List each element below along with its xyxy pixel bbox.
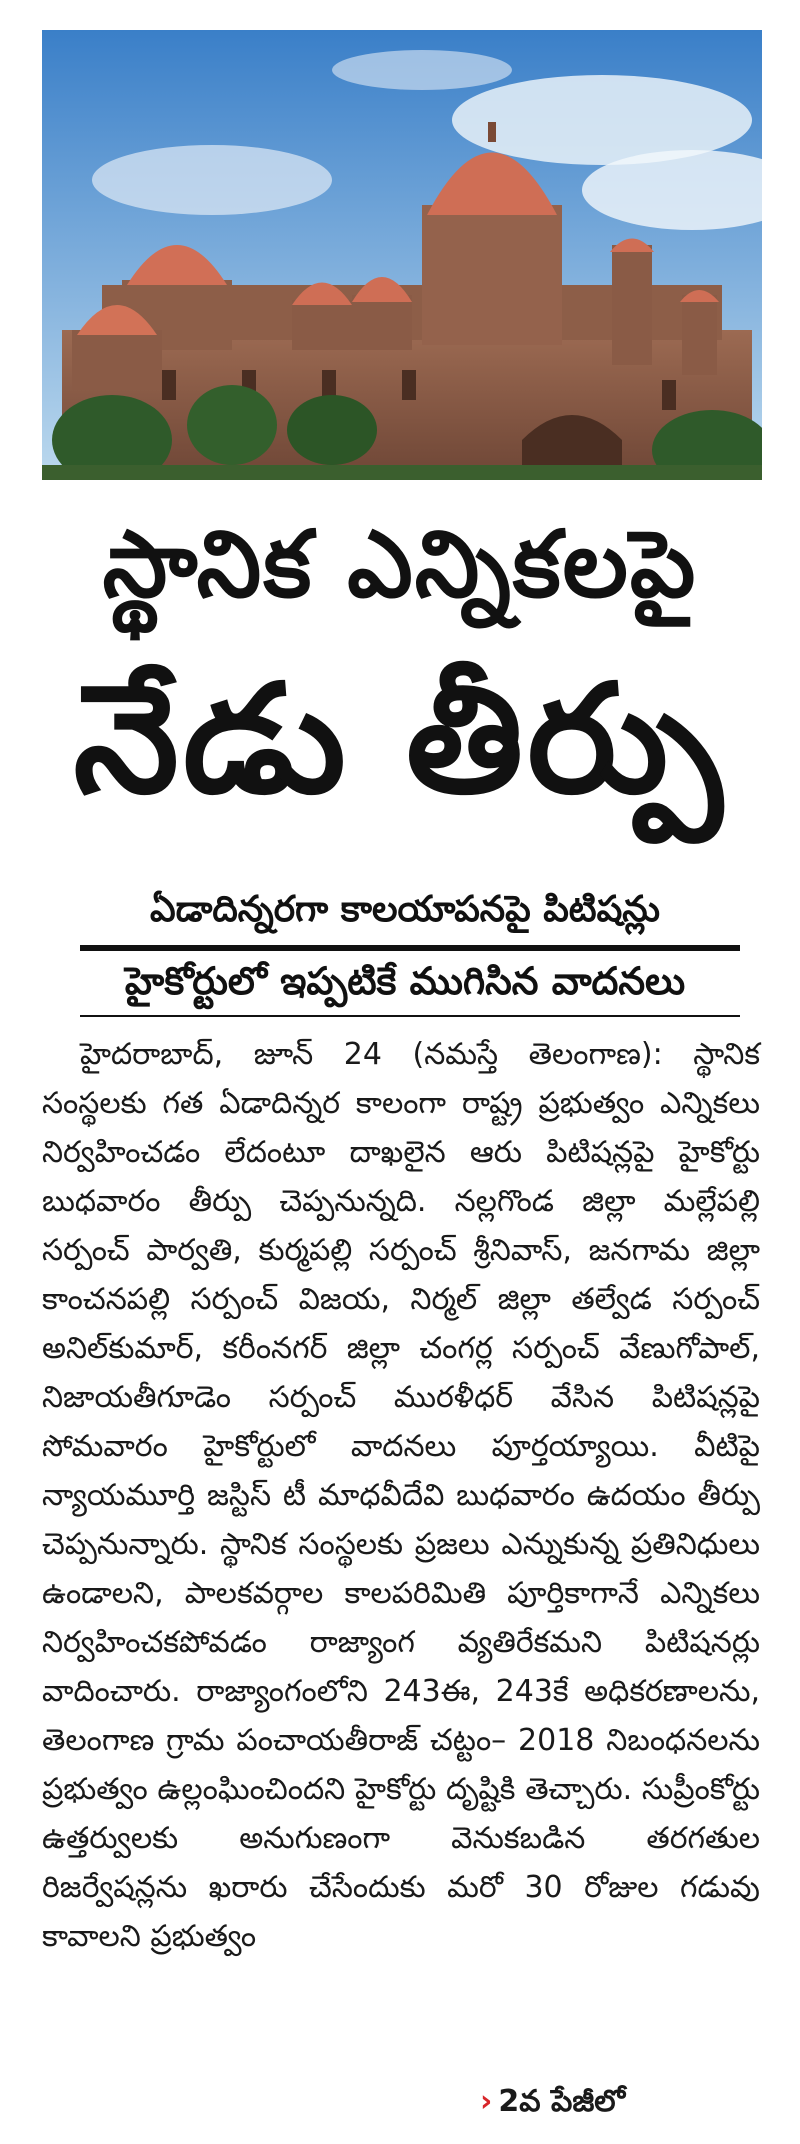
article-paragraph: హైదరాబాద్, జూన్ 24 (నమస్తే తెలంగాణ): స్థానిక సంస్థలకు గత ఏడాదిన్నర కాలంగా రాష్ట్ర ప్రభుత్వం ఎన్నికలు నిర్వహించడం లేదంటూ దాఖలైన ఆరు పిటిషన్లపై హైకోర్టు బుధవారం తీర్పు చెప్పనున్నది. నల్లగొండ జిల్లా మల్లేపల్లి సర్పంచ్ పార్వతి, కుర్మపల్లి సర్పంచ్ శ్రీనివాస్, జనగామ జిల్లా కాంచనపల్లి సర్పంచ్ విజయ, నిర్మల్ జిల్లా తల్వేడ సర్పంచ్ అనిల్‌కుమార్, కరీంనగర్ జిల్లా చంగర్ల సర్పంచ్ వేణుగోపాల్, నిజాయతీగూడెం సర్పంచ్ మురళీధర్ వేసిన పిటిషన్లపై సోమవారం హైకోర్టులో వాదనలు పూర్తయ్యాయి. వీటిపై న్యాయమూర్తి జస్టిస్ టీ మాధవీదేవి బుధవారం ఉదయం తీర్పు చెప్పనున్నారు. స్థానిక సంస్థలకు ప్రజలు ఎన్నుకున్న ప్రతినిధులు ఉండాలని, పాలకవర్గాల కాలపరిమితి పూర్తికాగానే ఎన్నికలు నిర్వహించకపోవడం రాజ్యాంగ వ్యతిరేకమని పిటిషనర్లు వాదించారు. రాజ్యాంగంలోని 243ఈ, 243కే అధికరణాలను, తెలంగాణ గ్రామ పంచాయతీరాజ్ చట్టం– 2018 నిబంధనలను ప్రభుత్వం ఉల్లంఘించిందని హైకోర్టు దృష్టికి తెచ్చారు. సుప్రీంకోర్టు ఉత్తర్వులకు అనుగుణంగా వెనుకబడిన తరగతుల రిజర్వేషన్లను ఖరారు చేసేందుకు మరో 30 రోజుల గడువు కావాలని ప్రభుత్వం bbox=[42, 1037, 760, 1954]
chevron-right-icon: › bbox=[480, 2084, 493, 2119]
headline-line-2: నేడు తీర్పు bbox=[73, 653, 727, 827]
continued-on-page-link[interactable] bbox=[480, 2080, 625, 2124]
tree bbox=[187, 385, 277, 465]
cloud bbox=[332, 50, 512, 90]
high-court-photo bbox=[42, 30, 762, 480]
continued-label: 2వ పేజీలో bbox=[498, 2084, 626, 2119]
central-tower bbox=[422, 205, 562, 345]
tree bbox=[287, 395, 377, 465]
subheading-divider bbox=[80, 945, 740, 951]
subheading-second: హైకోర్టులో ఇప్పటికే ముగిసిన వాదనలు bbox=[124, 959, 686, 1003]
article-body bbox=[42, 1030, 760, 1961]
headline-line-1: స్థానిక ఎన్నికలపై bbox=[102, 511, 698, 618]
subheading-first: ఏడాదిన్నరగా కాలయాపనపై పిటిషన్లు bbox=[150, 889, 660, 930]
subheading-underline bbox=[80, 1015, 740, 1017]
cloud bbox=[92, 145, 332, 215]
